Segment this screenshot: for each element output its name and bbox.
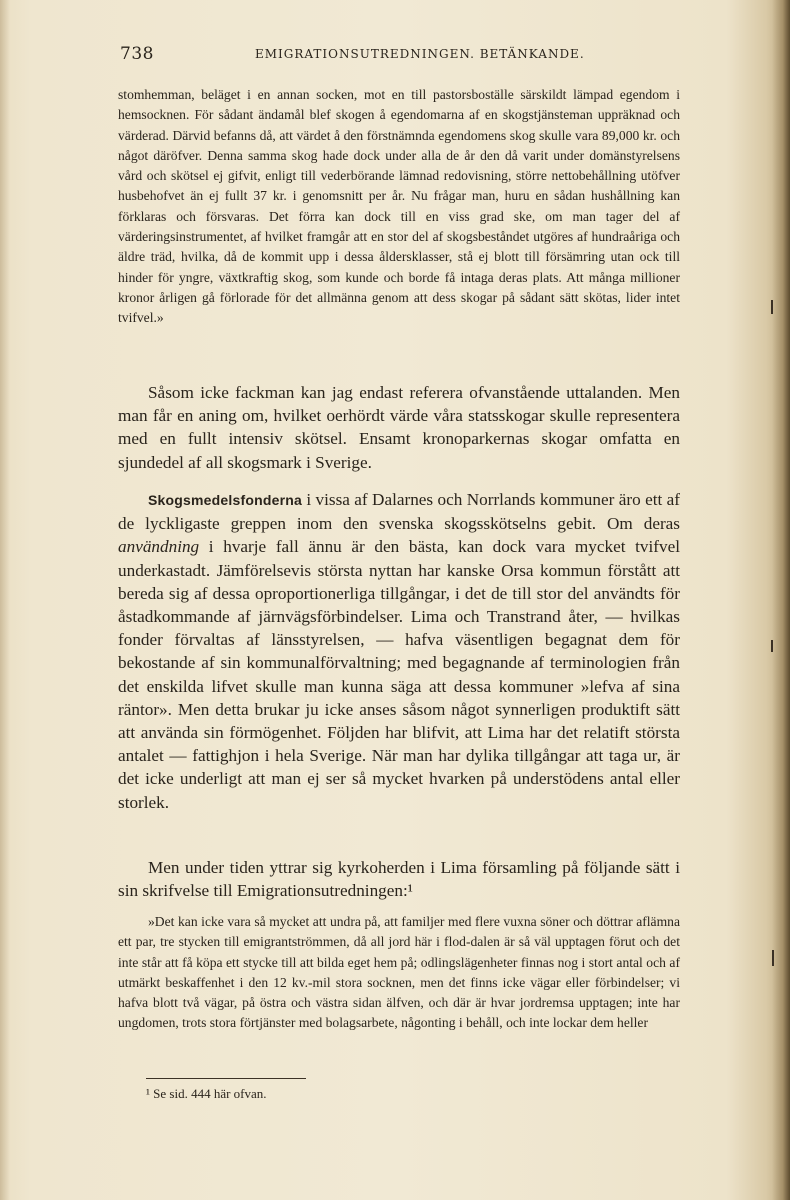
footnote: ¹ Se sid. 444 här ofvan.: [146, 1086, 267, 1101]
page-header: [120, 42, 680, 66]
footnote-rule: [146, 1078, 306, 1079]
gutter-shadow: [0, 0, 10, 1200]
quote-1-text: stomhemman, beläget i en annan socken, mot en till pastorsboställe särskildt lämpad egendom i hemsocknen. För sådant ändamål blef skogen å egendomarna af en skogstjänsteman uppräknad och värderad. Därvid befanns då, att värdet å den förstnämnda egendomens skog skulle vara 89,000 kr. och något däröfver. Denna samma skog hade dock under alla de år den då varit under domänstyrelsens vård och skötsel ej gifvit, enligt till vederbörande lämnad redovisning, större nettobehållning utöfver husbehofvet än ej fullt 37 kr. i genomsnitt per år. Nu frågar man, huru en sådan hushållning kan förklaras och försvaras. Det förra kan dock till en viss grad ske, om man tager del af värderingsinstrumentet, af hvilket framgår att en stor del af skogsbeståndet utgöres af hundraåriga och äldre träd, hvilka, då de kommit upp i dessa åldersklasser, stå ej blott till försämring utan ock till hinder för yngre, växtkraftig skog, som kunde och borde få intaga deras plats. Att många millioner kronor årligen gå förlorade för det allmänna genom att dess skogar på sådant sätt skötas, lider intet tvifvel.»: [118, 87, 680, 326]
margin-mark: [771, 300, 773, 314]
emphasis-word: användning: [118, 537, 200, 557]
page-edge-shadow: [772, 0, 790, 1200]
margin-mark: [771, 640, 773, 652]
paragraph-2: [118, 488, 680, 814]
paragraph-1-text: Såsom icke fackman kan jag endast referera ofvanstående uttalanden. Men man får en aning om, hvilket oerhördt värde våra statsskogar skulle representera med en fullt intensiv skötsel. Ensamt kronoparkernas skogar omfatta en sjundedel af all skogsmark i Sverige.: [118, 383, 680, 472]
paragraph-1: [118, 381, 680, 474]
margin-mark: [772, 950, 774, 966]
quote-block-2: [118, 912, 680, 1034]
quote-2-text: »Det kan icke vara så mycket att undra på, att familjer med flere vuxna söner och döttrar aflämna ett par, tre stycken till emigrantströmmen, då all jord här i flod-dalen är så väl upptagen förut och det inte står att få köpa ett stycke till att bilda eget hem på; odlingslägenheter finnas nog i stort antal och af utmärkt beskaffenhet i den 12 kv.-mil stora socknen, men det finns icke vägar eller förbindelser; vi hafva blott två vägar, på östra och västra sidan älfven, och där är hvar jordremsa upptagen; inte har ungdomen, trots stora förtjänster med bolagsarbete, någonting i behåll, och inte lockar dem heller: [118, 914, 680, 1031]
paragraph-3: [118, 856, 680, 902]
paragraph-2-text: Skogsmedelsfonderna i vissa af Dalarnes och Norrlands kommuner äro ett af de lyckligaste greppen inom den svenska skogsskötselns gebit. Om deras användning i hvarje fall ännu är den bästa, kan dock vara mycket tvifvel underkastadt. Jämförelsevis största nyttan har kanske Orsa kommun förstått att bereda sig af dessa oproportionerliga tillgångar, i det de till stor del användts för åstadkommande af järnvägsförbindelser. Lima och Transtrand åter, — hvilkas fonder förvaltas af länsstyrelsen, — hafva väsentligen begagnat dem för bekostande af sin kommunalförvaltning; med begagnande af terminologien från det enskilda lifvet skulle man kunna säga att dessa kommuner »lefva af sina räntor». Men detta brukar ju icke anses såsom något synnerligen produktift sätt att använda sin förmögenhet. Följden har blifvit, att Lima har det relatift största antalet — fattighjon i hela Sverige. När man har dylika tillgångar att taga ur, är det icke underligt att man ej ser så mycket hvarken på understödens antal eller storlek.: [118, 490, 680, 812]
running-title: EMIGRATIONSUTREDNINGEN. BETÄNKANDE.: [255, 47, 585, 61]
quote-block-1: [118, 85, 680, 329]
page-number: 738: [120, 44, 154, 64]
section-lead-term: Skogsmedelsfonderna: [148, 492, 302, 508]
paragraph-3-text: Men under tiden yttrar sig kyrkoherden i Lima församling på följande sätt i sin skrifvelse till Emigrationsutredningen:¹: [118, 858, 680, 901]
